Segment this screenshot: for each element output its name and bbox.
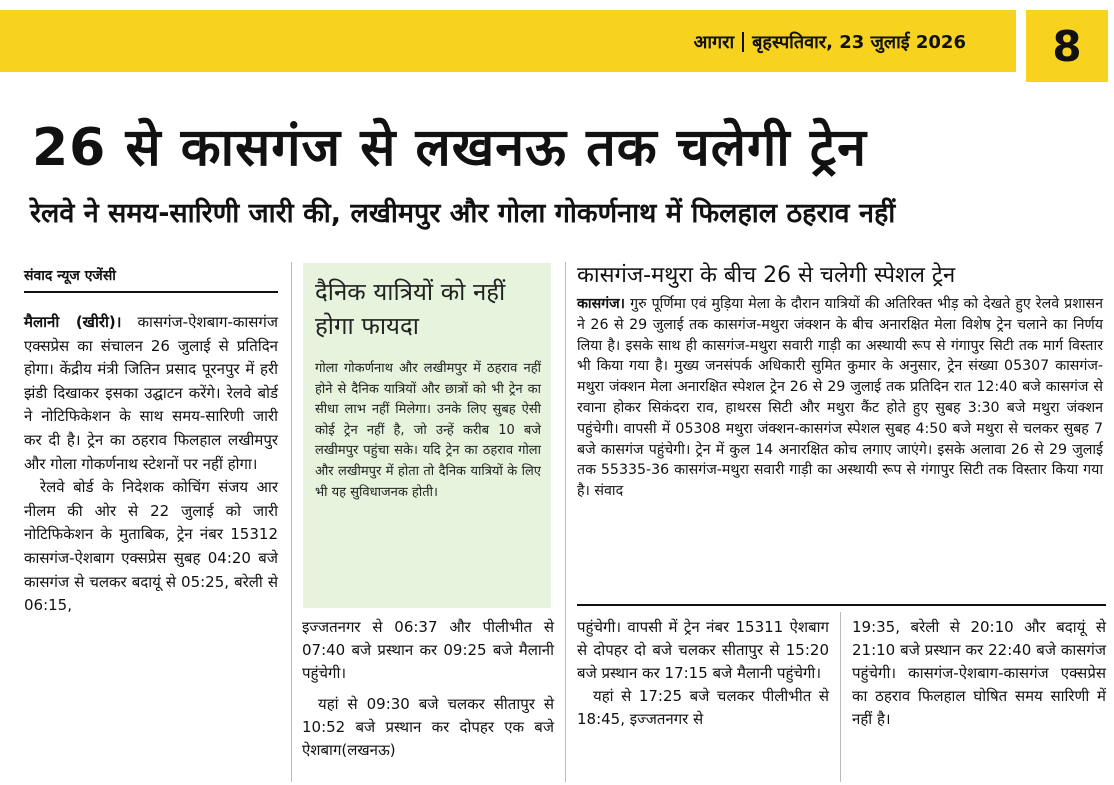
main-article-para-2: रेलवे बोर्ड के निदेशक कोचिंग संजय आर नीलम की ओर से 22 जुलाई को जारी नोटिफिकेशन के मुताबिक, ट्रेन नंबर 15312 कासगंज-ऐशबाग एक्सप्रेस सुबह 04:20 बजे कासगंज से चलकर बदायूं से 05:25, बरेली से 06:15, — [24, 478, 278, 615]
main-article-column-3 — [577, 616, 829, 731]
header-date: बृहस्पतिवार, 23 जुलाई 2026 — [752, 32, 966, 53]
main-article-para-1 — [24, 311, 278, 476]
secondary-article-body — [577, 294, 1103, 502]
secondary-article-text: गुरु पूर्णिमा एवं मुड़िया मेला के दौरान यात्रियों की अतिरिक्त भीड़ को देखते हुए रेलवे प्रशासन ने 26 से 29 जुलाई तक कासगंज-मथुरा जंक्शन के बीच अनारक्षित मेला विशेष ट्रेन चलाने का निर्णय लिया है। इसके साथ ही कासगंज-मथुरा सवारी गाड़ी का अस्थायी रूप से गंगापुर सिटी तक मार्ग विस्तार भी किया गया है। मुख्य जनसंपर्क अधिकारी सुमित कुमार के अनुसार, ट्रेन संख्या 05307 कासगंज-मथुरा जंक्शन मेला अनारक्षित स्पेशल ट्रेन 26 से 29 जुलाई तक प्रतिदिन रात 12:40 बजे कासगंज से रवाना होकर सिकंदरा राव, हाथरस सिटी और मथुरा कैंट होते हुए सुबह 3:30 बजे मथुरा जंक्शन पहुंचेगी। वापसी में 05308 मथुरा जंक्शन-कासगंज स्पेशल सुबह 4:50 बजे मथुरा से चलकर सुबह 7 बजे कासगंज पहुंचेगी। ट्रेन में कुल 14 अनारक्षित कोच लगाए जाएंगे। इसके अलावा 26 से 29 जुलाई तक 55335-36 कासगंज-मथुरा सवारी गाड़ी का अस्थायी रूप से गंगापुर सिटी तक विस्तार किया गया है। संवाद — [577, 296, 1103, 500]
sidebar-title: दैनिक यात्रियों को नहीं होगा फायदा — [315, 278, 506, 340]
main-article-para-6: यहां से 17:25 बजे चलकर पीलीभीत से 18:45, इज्जतनगर से — [577, 687, 829, 728]
subheadline: रेलवे ने समय-सारिणी जारी की, लखीमपुर और गोला गोकर्णनाथ में फिलहाल ठहराव नहीं — [30, 198, 896, 229]
main-article-para-7: 19:35, बरेली से 20:10 और बदायूं से 21:10 बजे प्रस्थान कर 22:40 बजे कासगंज पहुंचेगी। कासगंज-ऐशबाग-कासगंज एक्सप्रेस का ठहराव फिलहाल घोषित समय सारिणी में नहीं है। — [852, 618, 1106, 728]
main-article-column-2 — [302, 616, 554, 762]
sidebar-box — [303, 263, 551, 608]
secondary-article-title: कासगंज-मथुरा के बीच 26 से चलेगी स्पेशल ट्रेन — [577, 263, 956, 288]
column-divider — [565, 262, 566, 782]
page-number: 8 — [1052, 21, 1082, 71]
page-number-box — [1026, 10, 1108, 82]
main-article-column-1 — [24, 266, 278, 618]
column-divider — [291, 262, 292, 782]
main-article-column-4 — [852, 616, 1106, 731]
sidebar-body: गोला गोकर्णनाथ और लखीमपुर में ठहराव नहीं होने से दैनिक यात्रियों और छात्रों को भी ट्रेन का सीधा लाभ नहीं मिलेगा। उनके लिए सुबह ऐसी कोई ट्रेन नहीं है, जो उन्हें करीब 10 बजे लखीमपुर पहुंचा सके। यदि ट्रेन का ठहराव गोला और लखीमपुर में होता तो दैनिक यात्रियों के लिए भी यह सुविधाजनक होती। — [315, 361, 541, 500]
secondary-article-dateline: कासगंज। — [577, 296, 626, 312]
header-divider — [742, 32, 744, 52]
main-article-para-1-text: कासगंज-ऐशबाग-कासगंज एक्सप्रेस का संचालन 26 जुलाई से प्रतिदिन होगा। केंद्रीय मंत्री जितिन प्रसाद पूरनपुर में हरी झंडी दिखाकर इसका उद्घाटन करेंगे। रेलवे बोर्ड ने नोटिफिकेशन के साथ समय-सारिणी जारी कर दी है। ट्रेन का ठहराव फिलहाल लखीमपुर और गोला गोकर्णनाथ स्टेशनों पर नहीं होगा। — [24, 313, 278, 473]
main-article-para-3: इज्जतनगर से 06:37 और पीलीभीत से 07:40 बजे प्रस्थान कर 09:25 बजे मैलानी पहुंचेगी। — [302, 618, 554, 682]
header-dateline — [694, 30, 966, 54]
headline: 26 से कासगंज से लखनऊ तक चलेगी ट्रेन — [32, 118, 867, 178]
byline: संवाद न्यूज एजेंसी — [24, 266, 278, 293]
article-separator — [577, 604, 1106, 606]
article-dateline: मैलानी (खीरी)। — [24, 313, 122, 331]
main-article-para-5: पहुंचेगी। वापसी में ट्रेन नंबर 15311 ऐशबाग से दोपहर दो बजे चलकर सीतापुर से 15:20 बजे प्रस्थान कर 17:15 बजे मैलानी पहुंचेगी। — [577, 618, 829, 682]
main-article-para-4: यहां से 09:30 बजे चलकर सीतापुर से 10:52 बजे प्रस्थान कर दोपहर एक बजे ऐशबाग(लखनऊ) — [302, 695, 554, 759]
column-divider — [840, 612, 841, 782]
header-city: आगरा — [693, 32, 735, 53]
